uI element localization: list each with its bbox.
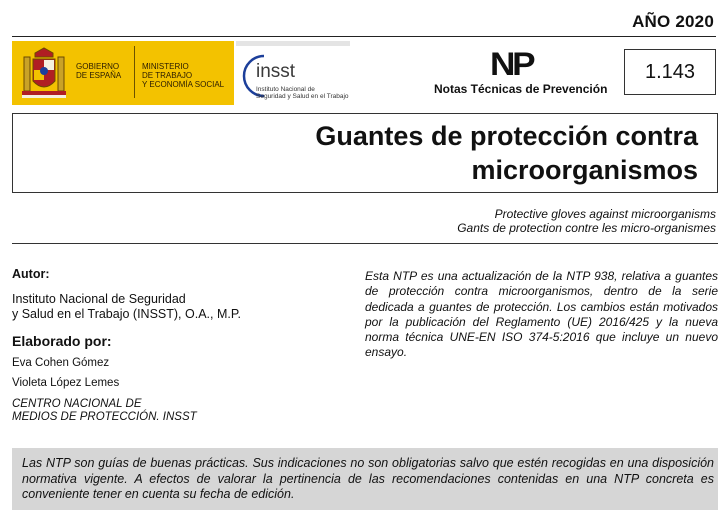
title-english: Protective gloves against microorganisms — [494, 207, 716, 221]
section-rule — [12, 243, 718, 244]
disclaimer-text: Las NTP son guías de buenas prácticas. Sus indicaciones no son obligatorias salvo que estén recogidas en una disposición normativa vigente. A efectos de valorar la pertinencia de las recomendaciones contenidas en una NTP concreta es conveniente tener en cuenta su fecha de edición. — [22, 456, 714, 501]
year-label: AÑO 2020 — [632, 12, 714, 31]
title-line-2: microorganismos — [471, 155, 698, 185]
ntp-number-box: 1.143 — [624, 49, 716, 95]
autor-line-2: y Salud en el Trabajo (INSST), O.A., M.P. — [12, 307, 242, 321]
title-french: Gants de protection contre les micro-organismes — [457, 221, 716, 235]
abstract-text: Esta NTP es una actualización de la NTP 938, relativa a guantes de protección contra microorganismos, dentro de la serie dedicada a guantes de protección. Los cambios están motivados por la publicación del Reglamento (UE) 2016/425 y la nueva norma técnica UNE-EN ISO 374-5:2016 que incluye un nuevo ensayo. — [365, 269, 718, 360]
elaborado-name-2: Violeta López Lemes — [12, 377, 120, 389]
gobierno-label: GOBIERNO DE ESPAÑA — [76, 62, 122, 80]
np-caption: Notas Técnicas de Prevención — [434, 82, 608, 96]
insst-logo-bar — [236, 41, 350, 46]
np-logo: NP — [490, 46, 533, 82]
insst-logo-text: insst — [256, 61, 296, 82]
autor-heading: Autor: — [12, 267, 50, 281]
elaborado-heading: Elaborado por: — [12, 333, 112, 349]
centro-line-1: CENTRO NACIONAL DE — [12, 398, 142, 410]
title-line-1: Guantes de protección contra — [315, 121, 698, 151]
coat-of-arms-icon — [22, 47, 66, 101]
insst-subtitle: Instituto Nacional de Seguridad y Salud en el Trabajo — [256, 86, 349, 100]
logo-divider — [134, 46, 135, 98]
elaborado-name-1: Eva Cohen Gómez — [12, 357, 110, 369]
centro-line-2: MEDIOS DE PROTECCIÓN. INSST — [12, 411, 197, 423]
top-rule — [12, 36, 716, 37]
ministerio-label: MINISTERIO DE TRABAJO Y ECONOMÍA SOCIAL — [142, 62, 225, 89]
autor-line-1: Instituto Nacional de Seguridad — [12, 292, 186, 306]
